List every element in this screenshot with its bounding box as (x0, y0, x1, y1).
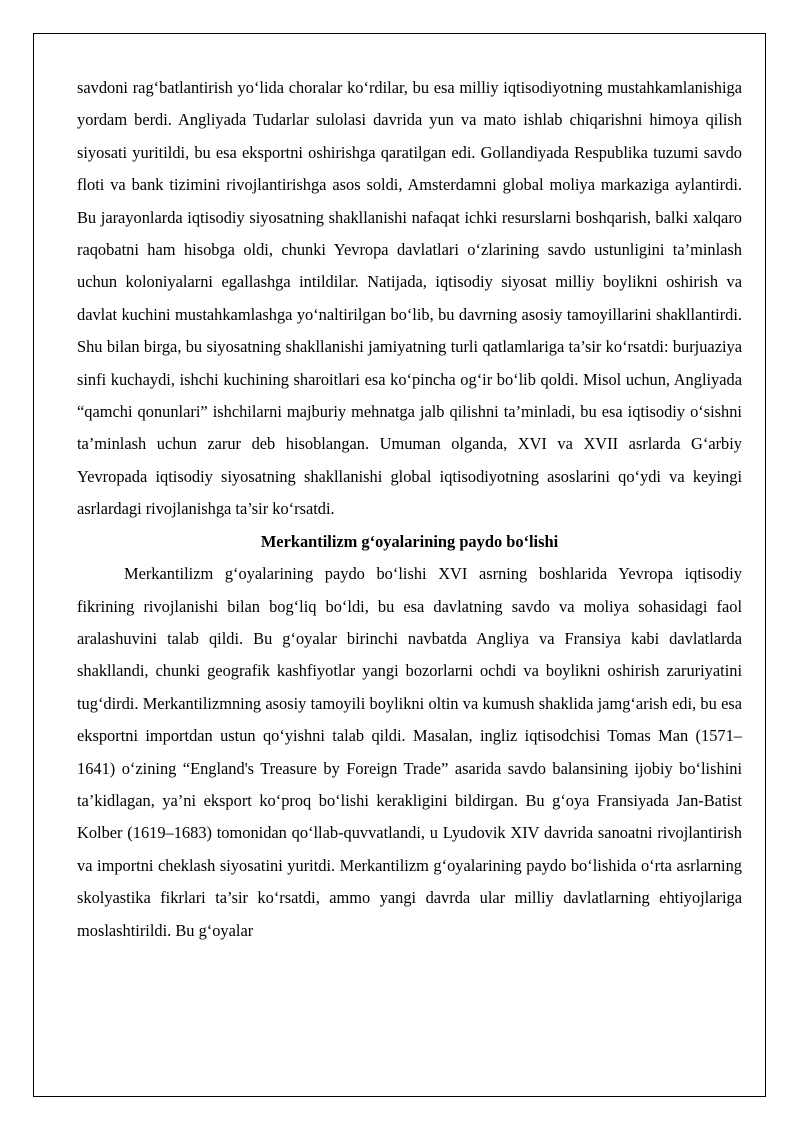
document-body (77, 72, 742, 947)
section-heading: Merkantilizm g‘oyalarining paydo bo‘lishi (260, 531, 559, 551)
body-paragraph: savdoni rag‘batlantirish yo‘lida choralar ko‘rdilar, bu esa milliy iqtisodiyotning mustahkamlanishiga yordam berdi. Angliyada Tudarlar sulolasi davrida yun va mato ishlab chiqarishni himoya qilish siyosati yuritildi, bu esa eksportni oshirishga qaratilgan edi. Gollandiyada Respublika tuzumi savdo floti va bank tizimini rivojlantirishga asos soldi, Amsterdamni global moliya markaziga aylantirdi. Bu jarayonlarda iqtisodiy siyosatning shakllanishi nafaqat ichki resurslarni boshqarish, balki xalqaro raqobatni ham hisobga oldi, chunki Yevropa davlatlari o‘zlarining savdo ustunligini ta’minlash uchun koloniyalarni egallashga intildilar. Natijada, iqtisodiy siyosat milliy boylikni oshirish va davlat kuchini mustahkamlashga yo‘naltirilgan bo‘lib, bu davrning asosiy tamoyillarini shakllantirdi. Shu bilan birga, bu siyosatning shakllanishi jamiyatning turli qatlamlariga ta’sir ko‘rsatdi: burjuaziya sinfi kuchaydi, ishchi kuchining sharoitlari esa ko‘pincha og‘ir bo‘lib qoldi. Misol uchun, Angliyada “qamchi qonunlari” ishchilarni majburiy mehnatga jalb qilishni ta’minladi, bu esa iqtisodiy o‘sishni ta’minlash uchun zarur deb hisoblangan. Umuman olganda, XVI va XVII asrlarda G‘arbiy Yevropada iqtisodiy siyosatning shakllanishi global iqtisodiyotning asoslarini qo‘ydi va keyingi asrlardagi rivojlanishga ta’sir ko‘rsatdi. (77, 78, 742, 519)
body-paragraph: Merkantilizm g‘oyalarining paydo bo‘lishi XVI asrning boshlarida Yevropa iqtisodiy fikrining rivojlanishi bilan bog‘liq bo‘ldi, bu esa davlatning savdo va moliya sohasidagi faol aralashuvini talab qildi. Bu g‘oyalar birinchi navbatda Angliya va Fransiya kabi davlatlarda shakllandi, chunki geografik kashfiyotlar yangi bozorlarni ochdi va boylikni oshirish zaruriyatini tug‘dirdi. Merkantilizmning asosiy tamoyili boylikni oltin va kumush shaklida jamg‘arish edi, bu esa eksportni importdan ustun qo‘yishni talab qildi. Masalan, ingliz iqtisodchisi Tomas Man (1571–1641) o‘zining “England's Treasure by Foreign Trade” asarida savdo balansining ijobiy bo‘lishini ta’kidlagan, ya’ni eksport ko‘proq bo‘lishi kerakligini bildirgan. Bu g‘oya Fransiyada Jan-Batist Kolber (1619–1683) tomonidan qo‘llab-quvvatlandi, u Lyudovik XIV davrida sanoatni rivojlantirish va importni cheklash siyosatini yuritdi. Merkantilizm g‘oyalarining paydo bo‘lishida o‘rta asrlarning skolyastika fikrlari ta’sir ko‘rsatdi, ammo yangi davrda ular milliy davlatlarning ehtiyojlariga moslashtirildi. Bu g‘oyalar (77, 564, 742, 940)
